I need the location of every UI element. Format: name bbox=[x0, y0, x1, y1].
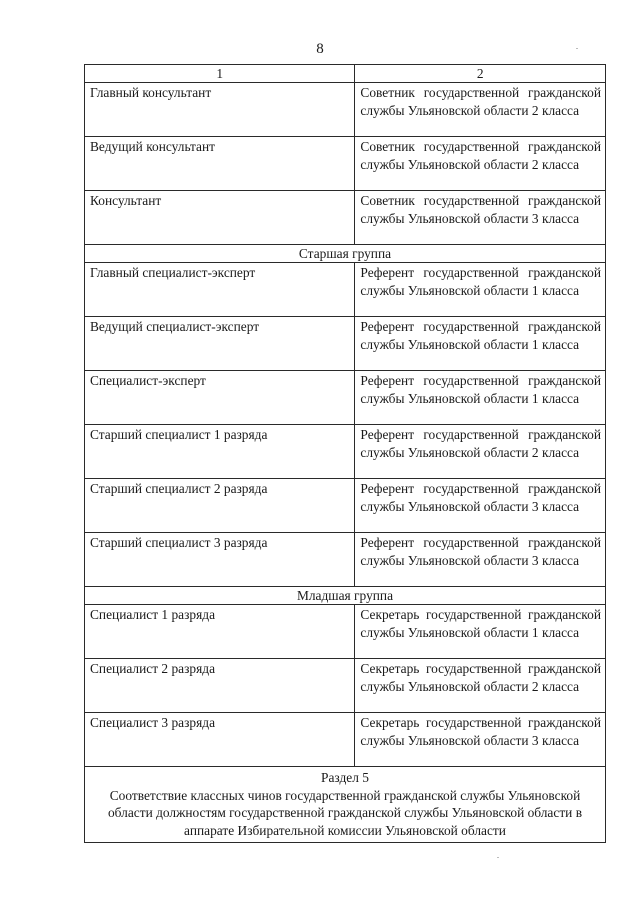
rank-cell: Референт государственной гражданской службы Ульяновской области 1 класса bbox=[355, 371, 606, 425]
rank-cell: Референт государственной гражданской службы Ульяновской области 3 класса bbox=[355, 533, 606, 587]
rank-cell: Секретарь государственной гражданской службы Ульяновской области 1 класса bbox=[355, 605, 606, 659]
rank-cell: Секретарь государственной гражданской службы Ульяновской области 3 класса bbox=[355, 713, 606, 767]
position-cell: Специалист 2 разряда bbox=[85, 659, 355, 713]
table-row bbox=[85, 263, 606, 317]
column-header-2: 2 bbox=[355, 65, 606, 83]
grade-table bbox=[84, 64, 606, 843]
rank-cell: Секретарь государственной гражданской службы Ульяновской области 2 класса bbox=[355, 659, 606, 713]
table-row bbox=[85, 659, 606, 713]
position-cell: Ведущий консультант bbox=[85, 137, 355, 191]
group-header-senior bbox=[85, 245, 606, 263]
table-row bbox=[85, 83, 606, 137]
rank-cell: Референт государственной гражданской службы Ульяновской области 3 класса bbox=[355, 479, 606, 533]
table-row bbox=[85, 371, 606, 425]
table-row bbox=[85, 605, 606, 659]
table-row bbox=[85, 317, 606, 371]
group-title: Младшая группа bbox=[85, 587, 606, 605]
position-cell: Специалист-эксперт bbox=[85, 371, 355, 425]
group-header-junior bbox=[85, 587, 606, 605]
scan-speck bbox=[576, 48, 578, 49]
page-number: 8 bbox=[316, 41, 324, 57]
scan-speck bbox=[497, 857, 499, 858]
table-row bbox=[85, 191, 606, 245]
column-header-1: 1 bbox=[85, 65, 355, 83]
section-caption: Соответствие классных чинов государственной гражданской службы Ульяновской области должностям государственной гражданской службы Ульяновской области в аппарате Избирательной комиссии Ульяновской области bbox=[107, 787, 583, 838]
position-cell: Специалист 1 разряда bbox=[85, 605, 355, 659]
position-cell: Специалист 3 разряда bbox=[85, 713, 355, 767]
rank-cell: Референт государственной гражданской службы Ульяновской области 1 класса bbox=[355, 263, 606, 317]
position-cell: Старший специалист 1 разряда bbox=[85, 425, 355, 479]
rank-cell: Советник государственной гражданской службы Ульяновской области 3 класса bbox=[355, 191, 606, 245]
position-cell: Старший специалист 3 разряда bbox=[85, 533, 355, 587]
section-title: Раздел 5 bbox=[321, 770, 369, 785]
position-cell: Консультант bbox=[85, 191, 355, 245]
position-cell: Главный консультант bbox=[85, 83, 355, 137]
table-row bbox=[85, 479, 606, 533]
group-title: Старшая группа bbox=[85, 245, 606, 263]
column-header-row bbox=[85, 65, 606, 83]
rank-cell: Референт государственной гражданской службы Ульяновской области 2 класса bbox=[355, 425, 606, 479]
position-cell: Главный специалист-эксперт bbox=[85, 263, 355, 317]
position-cell: Старший специалист 2 разряда bbox=[85, 479, 355, 533]
table-row bbox=[85, 137, 606, 191]
rank-cell: Референт государственной гражданской службы Ульяновской области 1 класса bbox=[355, 317, 606, 371]
table-row bbox=[85, 713, 606, 767]
section-row bbox=[85, 767, 606, 843]
rank-cell: Советник государственной гражданской службы Ульяновской области 2 класса bbox=[355, 83, 606, 137]
table-row bbox=[85, 533, 606, 587]
position-cell: Ведущий специалист-эксперт bbox=[85, 317, 355, 371]
table-row bbox=[85, 425, 606, 479]
section-cell bbox=[85, 767, 606, 843]
rank-cell: Советник государственной гражданской службы Ульяновской области 2 класса bbox=[355, 137, 606, 191]
